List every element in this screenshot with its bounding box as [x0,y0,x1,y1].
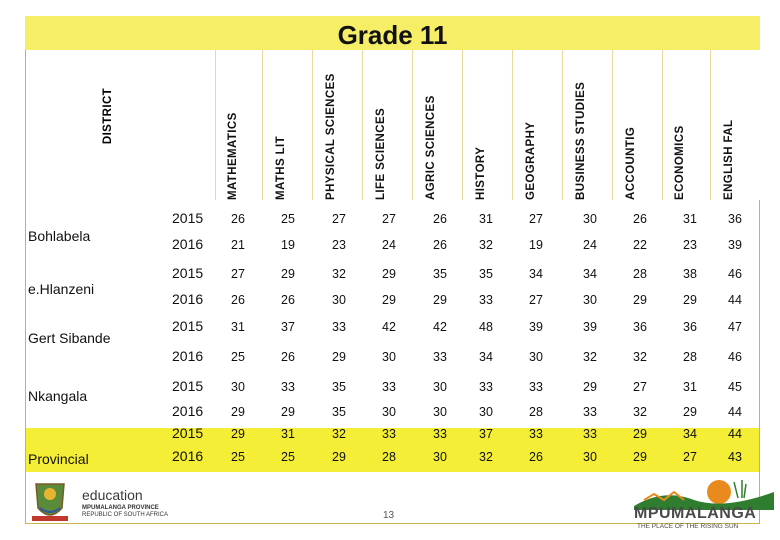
score-cell: 30 [529,350,543,364]
score-cell: 33 [382,380,396,394]
year-label: 2016 [172,291,204,307]
score-cell: 26 [231,293,245,307]
year-label: 2016 [172,448,204,464]
score-cell: 34 [683,427,697,441]
score-cell: 28 [529,405,543,419]
score-cell: 31 [683,380,697,394]
score-cell: 29 [281,405,295,419]
subject-header [362,50,412,200]
score-cell: 30 [583,450,597,464]
score-cell: 26 [529,450,543,464]
education-label: education [82,487,143,503]
score-cell: 27 [231,267,245,281]
year-label: 2015 [172,425,204,441]
score-cell: 30 [433,405,447,419]
score-cell: 44 [728,405,742,419]
score-cell: 31 [281,427,295,441]
score-cell: 27 [683,450,697,464]
score-cell: 45 [728,380,742,394]
score-cell: 34 [529,267,543,281]
score-cell: 29 [231,427,245,441]
score-cell: 30 [583,293,597,307]
score-cell: 32 [633,405,647,419]
year-label: 2015 [172,210,204,226]
subject-header-label: GEOGRAPHY [525,121,537,200]
score-cell: 35 [479,267,493,281]
score-cell: 32 [332,267,346,281]
subject-header [662,50,710,200]
score-cell: 34 [479,350,493,364]
score-cell: 30 [332,293,346,307]
score-cell: 29 [633,427,647,441]
score-cell: 36 [683,320,697,334]
brand-tagline: THE PLACE OF THE RISING SUN [637,523,739,530]
score-cell: 29 [433,293,447,307]
score-cell: 33 [382,427,396,441]
score-cell: 19 [529,238,543,252]
score-cell: 43 [728,450,742,464]
subject-header [512,50,562,200]
score-cell: 29 [382,267,396,281]
subject-header-label: ECONOMICS [674,125,686,200]
score-cell: 27 [332,212,346,226]
district-name: Provincial [28,451,89,467]
score-cell: 31 [683,212,697,226]
score-cell: 31 [479,212,493,226]
score-cell: 26 [633,212,647,226]
score-cell: 30 [231,380,245,394]
subject-header-label: LIFE SCIENCES [375,107,387,200]
subject-header-label: ENGLISH FAL [723,119,735,200]
score-cell: 23 [332,238,346,252]
subject-header [262,50,312,200]
subject-header [462,50,512,200]
score-cell: 27 [382,212,396,226]
score-cell: 30 [382,405,396,419]
score-cell: 28 [633,267,647,281]
score-cell: 29 [281,267,295,281]
subject-header [215,50,262,200]
subject-header-label: AGRIC SCIENCES [425,95,437,200]
title-band [25,16,760,50]
score-cell: 32 [479,450,493,464]
score-cell: 46 [728,267,742,281]
score-cell: 33 [433,350,447,364]
score-cell: 39 [728,238,742,252]
mpumalanga-sun-logo-icon [634,470,774,510]
score-cell: 30 [382,350,396,364]
score-cell: 44 [728,427,742,441]
score-cell: 37 [281,320,295,334]
dept-line2: REPUBLIC OF SOUTH AFRICA [82,512,169,518]
score-cell: 26 [433,238,447,252]
year-label: 2016 [172,348,204,364]
district-name: Bohlabela [28,228,91,244]
score-cell: 42 [433,320,447,334]
score-cell: 27 [529,212,543,226]
score-cell: 39 [583,320,597,334]
score-cell: 36 [728,212,742,226]
subject-header [612,50,662,200]
score-cell: 30 [583,212,597,226]
score-cell: 29 [633,293,647,307]
score-cell: 30 [433,450,447,464]
score-cell: 32 [332,427,346,441]
score-cell: 33 [529,380,543,394]
subject-header [412,50,462,200]
score-cell: 29 [683,405,697,419]
score-cell: 19 [281,238,295,252]
score-cell: 29 [683,293,697,307]
score-cell: 32 [633,350,647,364]
subject-header-label: ACCOUNTIG [625,126,637,200]
district-name: Gert Sibande [28,330,111,346]
score-cell: 36 [633,320,647,334]
score-cell: 22 [633,238,647,252]
score-cell: 26 [231,212,245,226]
score-cell: 38 [683,267,697,281]
page-number: 13 [383,510,395,521]
score-cell: 25 [281,450,295,464]
subject-header [312,50,362,200]
score-cell: 25 [231,450,245,464]
score-cell: 32 [583,350,597,364]
year-label: 2016 [172,236,204,252]
subject-header-label: MATHEMATICS [226,112,239,200]
score-cell: 39 [529,320,543,334]
score-cell: 33 [479,380,493,394]
score-cell: 24 [583,238,597,252]
score-cell: 33 [583,427,597,441]
subject-header-label: MATHS LIT [275,135,287,200]
brand-name: MPUMALANGA [634,505,757,522]
year-label: 2016 [172,403,204,419]
score-cell: 26 [281,350,295,364]
score-cell: 29 [231,405,245,419]
subject-header [710,50,760,200]
score-cell: 46 [728,350,742,364]
year-label: 2015 [172,265,204,281]
score-cell: 48 [479,320,493,334]
score-cell: 31 [231,320,245,334]
score-cell: 33 [332,320,346,334]
score-cell: 33 [583,405,597,419]
subject-header-label: BUSINESS STUDIES [575,81,587,200]
subject-header-label: PHYSICAL SCIENCES [325,73,337,200]
score-cell: 35 [332,380,346,394]
score-cell: 25 [281,212,295,226]
district-name: e.Hlanzeni [28,281,95,297]
coat-of-arms-icon [28,478,72,524]
district-header: DISTRICT [102,87,115,145]
subject-header [562,50,612,200]
score-cell: 21 [231,238,245,252]
score-cell: 30 [479,405,493,419]
score-cell: 47 [728,320,742,334]
score-cell: 33 [281,380,295,394]
score-cell: 29 [382,293,396,307]
score-cell: 33 [529,427,543,441]
score-cell: 23 [683,238,697,252]
score-cell: 27 [529,293,543,307]
score-cell: 34 [583,267,597,281]
year-label: 2015 [172,318,204,334]
score-cell: 29 [633,450,647,464]
score-cell: 26 [281,293,295,307]
score-cell: 33 [479,293,493,307]
score-cell: 30 [433,380,447,394]
score-cell: 27 [633,380,647,394]
score-cell: 35 [332,405,346,419]
subject-header-label: HISTORY [475,146,487,200]
dept-line1: MPUMALANGA PROVINCE [82,505,159,511]
score-cell: 35 [433,267,447,281]
score-cell: 29 [332,450,346,464]
score-cell: 29 [583,380,597,394]
year-label: 2015 [172,378,204,394]
score-cell: 33 [433,427,447,441]
score-cell: 44 [728,293,742,307]
score-cell: 24 [382,238,396,252]
page-title: Grade 11 [337,20,448,50]
district-name: Nkangala [28,388,88,404]
score-cell: 26 [433,212,447,226]
score-cell: 37 [479,427,493,441]
score-cell: 29 [332,350,346,364]
score-cell: 25 [231,350,245,364]
score-cell: 42 [382,320,396,334]
score-cell: 32 [479,238,493,252]
score-cell: 28 [382,450,396,464]
score-cell: 28 [683,350,697,364]
